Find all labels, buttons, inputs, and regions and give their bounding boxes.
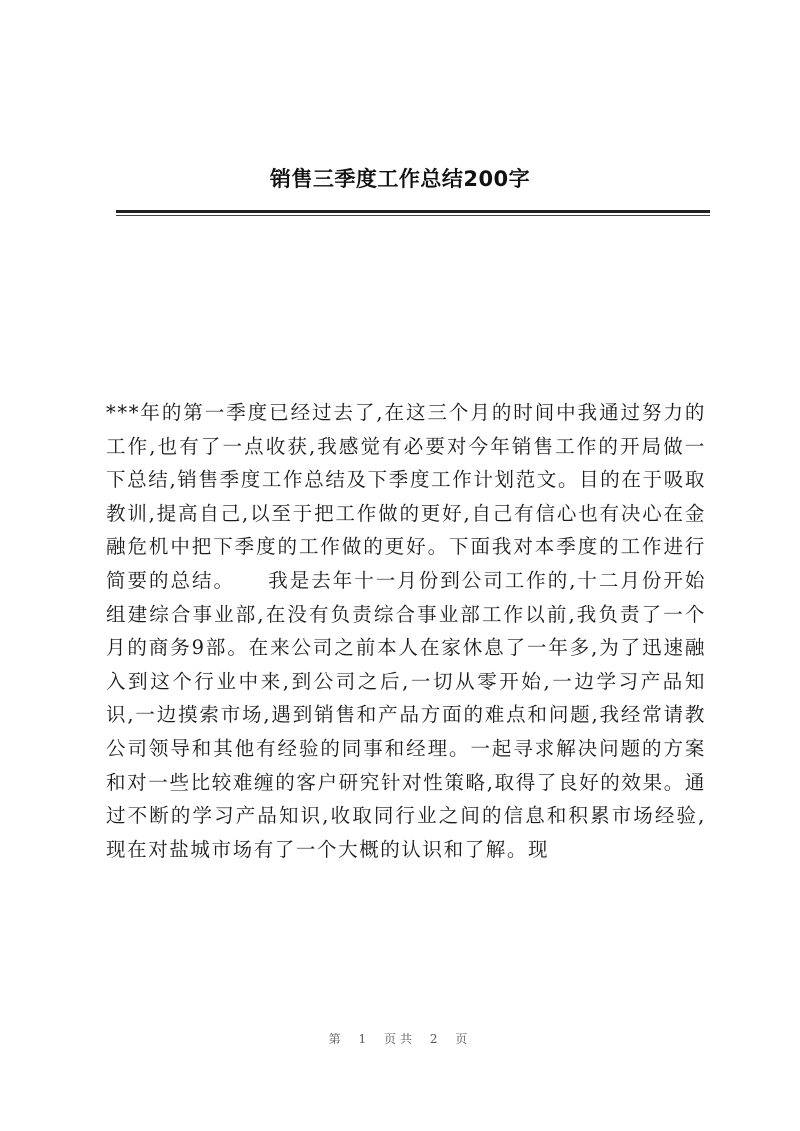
footer-page-prefix: 第 — [328, 1032, 345, 1046]
page-footer — [0, 1030, 800, 1047]
footer-current-page: 1 — [358, 1032, 371, 1046]
title-divider-thick — [116, 210, 710, 213]
document-title: 销售三季度工作总结200字 — [269, 167, 531, 191]
document-body: ***年的第一季度已经过去了,在这三个月的时间中我通过努力的工作,也有了一点收获,我感觉有必要对今年销售工作的开局做一下总结,销售季度工作总结及下季度工作计划范文。目的在于吸取教训,提高自己,以至于把工作做的更好,自己有信心也有决心在金融危机中把下季度的工作做的更好。下面我对本季度的工作进行简要的总结。 我是去年十一月份到公司工作的,十二月份开始组建综合事业部,在没有负责综合事业部工作以前,我负责了一个月的商务9部。在来公司之前本人在家休息了一年多,为了迅速融入到这个行业中来,到公司之后,一切从零开始,一边学习产品知识,一边摸索市场,遇到销售和产品方面的难点和问题,我经常请教公司领导和其他有经验的同事和经理。一起寻求解决问题的方案和对一些比较难缠的客户研究针对性策略,取得了良好的效果。通过不断的学习产品知识,收取同行业之间的信息和积累市场经验,现在对盐城市场有了一个大概的认识和了解。现 — [106, 401, 706, 861]
title-divider-thin — [116, 215, 710, 216]
footer-page-middle: 页共 — [383, 1032, 416, 1046]
footer-total-pages: 2 — [429, 1032, 442, 1046]
footer-page-suffix: 页 — [455, 1032, 472, 1046]
